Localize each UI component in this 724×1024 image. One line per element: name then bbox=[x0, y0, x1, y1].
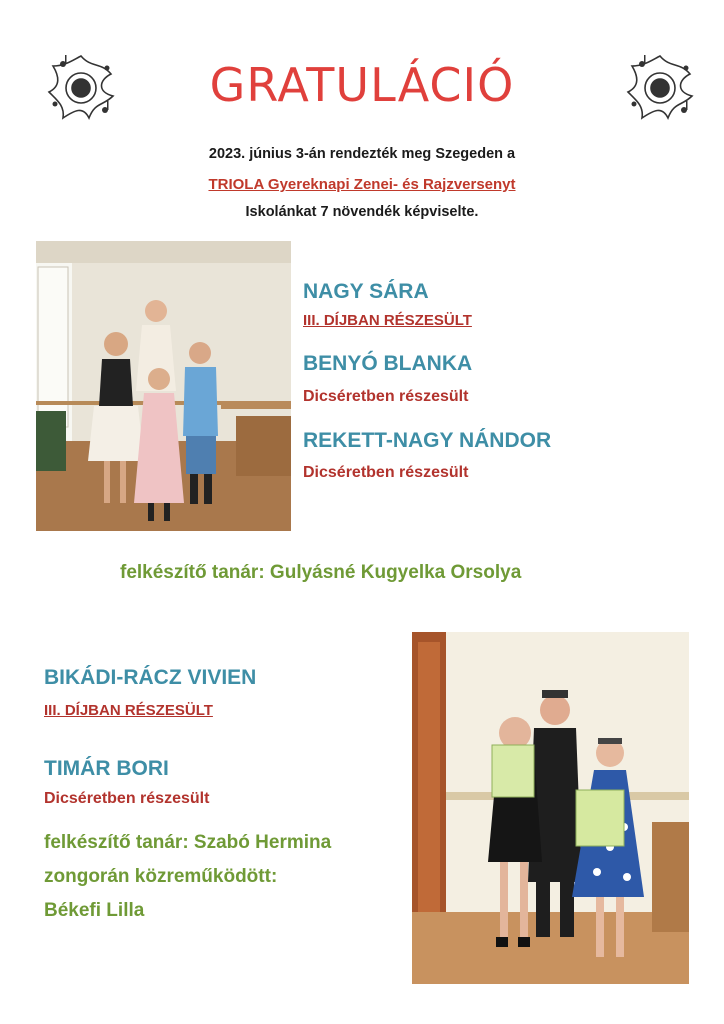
intro-line-competition: TRIOLA Gyereknapi Zenei- és Rajzversenyt bbox=[208, 176, 516, 193]
intro-line-date: 2023. június 3-án rendezték meg Szegeden a bbox=[208, 146, 516, 162]
student-award-3: Dicséretben részesült bbox=[303, 464, 469, 481]
student-name-1: NAGY SÁRA bbox=[303, 280, 429, 303]
page-title: GRATULÁCIÓ bbox=[209, 58, 515, 112]
group-photo-2-illustration bbox=[412, 632, 689, 984]
student-award-2: Dicséretben részesült bbox=[303, 388, 469, 405]
teacher-line-1: felkészítő tanár: Gulyásné Kugyelka Orsolya bbox=[120, 562, 522, 583]
group-photo-1-illustration bbox=[36, 241, 291, 531]
teacher-line-2: felkészítő tanár: Szabó Hermina bbox=[44, 832, 332, 853]
accompanist-label: zongorán közreműködött: bbox=[44, 866, 278, 887]
student-name-2: BENYÓ BLANKA bbox=[303, 352, 473, 375]
student-award-1: III. DÍJBAN RÉSZESÜLT bbox=[303, 312, 472, 329]
accompanist-name: Békefi Lilla bbox=[44, 900, 145, 921]
student-award-4: III. DÍJBAN RÉSZESÜLT bbox=[44, 702, 213, 719]
group-photo-2 bbox=[412, 632, 689, 984]
student-name-4: BIKÁDI-RÁCZ VIVIEN bbox=[44, 666, 257, 689]
group-photo-1 bbox=[36, 241, 291, 531]
student-name-5: TIMÁR BORI bbox=[44, 757, 169, 780]
student-award-5: Dicséretben részesült bbox=[44, 790, 210, 807]
intro-line-participants: Iskolánkat 7 növendék képviselte. bbox=[245, 204, 479, 220]
student-name-3: REKETT-NAGY NÁNDOR bbox=[303, 429, 552, 452]
